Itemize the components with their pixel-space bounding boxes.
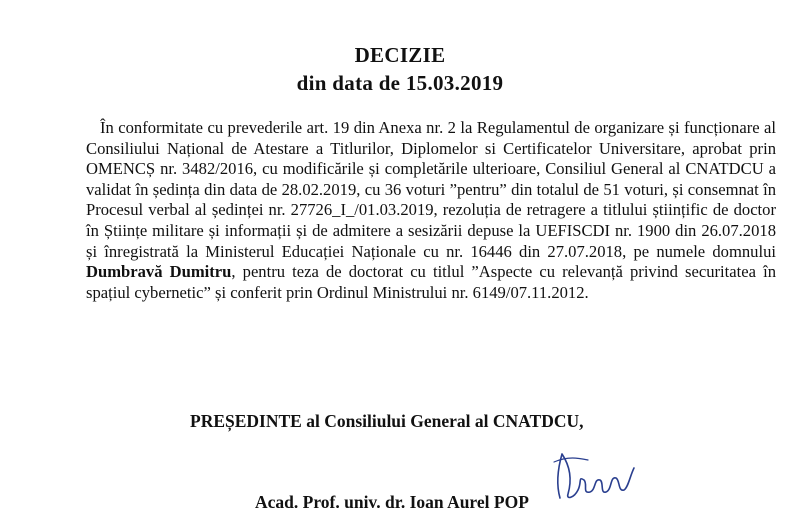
paragraph-intro: În conformitate cu prevederile art. 19 din Anexa nr. 2 la Regulamentul de organizare și funcționare al Consiliului Național de Atestare a Titlurilor, Diplomelor si Certificatelor Universitare, aprobat prin OMENCȘ nr. 3482/2016, cu modificările și completările ulterioare, Consiliul General al CNATDCU a validat în ședința din data de 28.02.2019, cu 36 voturi ”pentru” din totalul de 51 voturi, și consemnat în Procesul verbal al ședinței nr. 27726_I_/01.03.2019, rezoluția de retragere a titlului științific de doctor în Științe militare și informații și de admitere a sesizării depuse la UEFISCDI nr. 1900 din 26.07.2018 și înregistrată la Ministerul Educației Naționale cu nr. 16446 din 27.07.2018, pe numele domnului xyxy=(86,118,776,261)
document-date: din data de 15.03.2019 xyxy=(296,71,504,95)
decision-paragraph xyxy=(86,118,776,303)
signer-name: Acad. Prof. univ. dr. Ioan Aurel POP xyxy=(255,492,529,512)
president-title: PREȘEDINTE al Consiliului General al CNATDCU, xyxy=(190,411,584,431)
paragraph-outro: , pentru teza de doctorat cu titlul ”Aspecte cu relevanță privind securitatea în spațiul cybernetic” și conferit prin Ordinul Ministrului nr. 6149/07.11.2012. xyxy=(86,262,776,302)
signature-icon xyxy=(548,446,648,506)
paragraph-text xyxy=(86,118,776,303)
document-title: DECIZIE xyxy=(354,43,446,67)
person-name: Dumbravă Dumitru xyxy=(86,262,232,282)
